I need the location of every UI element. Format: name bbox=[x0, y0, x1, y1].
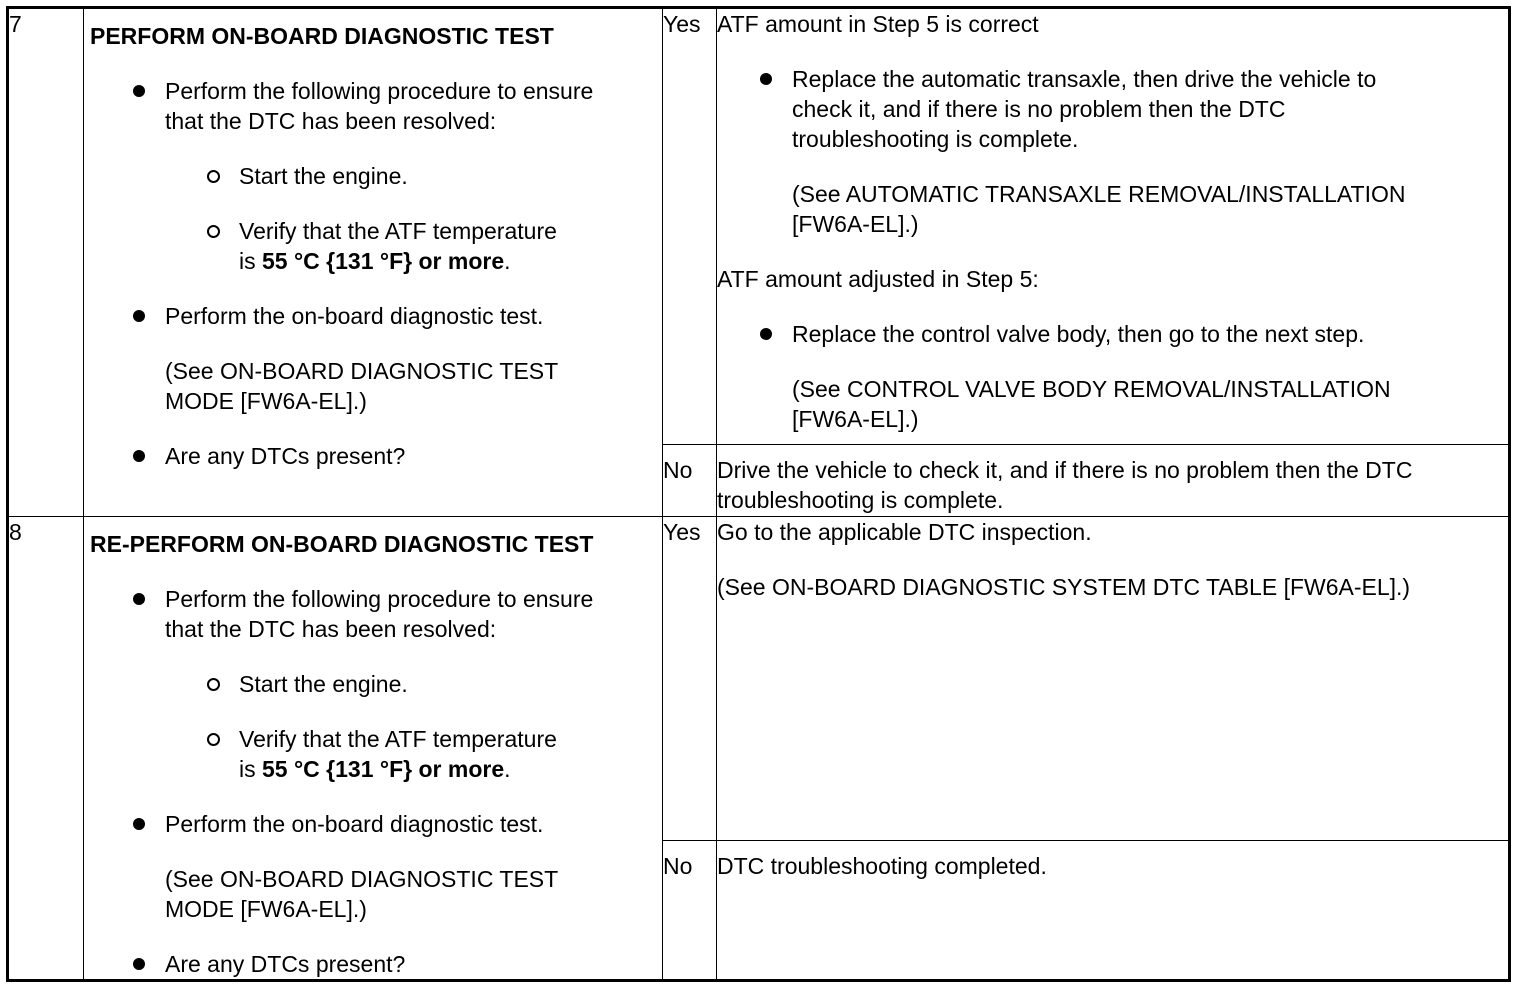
answer-yes: Yes bbox=[663, 517, 717, 841]
step-number: 7 bbox=[8, 8, 84, 517]
bullet-dot-icon bbox=[133, 310, 145, 322]
step-title: RE-PERFORM ON-BOARD DIAGNOSTIC TEST bbox=[90, 531, 594, 557]
answer-yes: Yes bbox=[663, 8, 717, 445]
reference-note: (See AUTOMATIC TRANSAXLE REMOVAL/INSTALLATION [FW6A-EL].) bbox=[792, 181, 1406, 237]
bullet-replace-transaxle: Replace the automatic transaxle, then drive the vehicle to check it, and if there is no problem then the DTC troubleshooting is complete. bbox=[717, 64, 1508, 154]
step-8-action-cell bbox=[84, 517, 663, 981]
step-8-yes-row bbox=[8, 517, 1510, 841]
sub-bullet-verify-temp: Verify that the ATF temperature is 55 °C {131 °F} or more. bbox=[84, 216, 662, 276]
bullet-dot-icon bbox=[760, 73, 772, 85]
result-no: Drive the vehicle to check it, and if there is no problem then the DTC troubleshooting is complete. bbox=[717, 445, 1510, 517]
result-yes: ATF amount in Step 5 is correct Replace the automatic transaxle, then drive the vehicle to check it, and if there is no problem then the DTC troubleshooting is complete. (See AUTOMATIC TRANSAXLE REMOVAL/INSTALLATION [FW6A-EL].) ATF amount adjusted in Step 5: Replace the control valve body, then go to the next step. (See CONTROL VALVE BODY REMOVAL/INSTALLATION [FW6A-EL].) bbox=[717, 8, 1510, 445]
reference-note: (See CONTROL VALVE BODY REMOVAL/INSTALLATION [FW6A-EL].) bbox=[792, 376, 1391, 432]
bullet-procedure: Perform the following procedure to ensure that the DTC has been resolved: bbox=[84, 584, 662, 644]
sub-bullet-start-engine: Start the engine. bbox=[84, 669, 662, 699]
bullet-dot-icon bbox=[133, 450, 145, 462]
temperature-value: 55 °C {131 °F} or more bbox=[262, 248, 505, 274]
bullet-dot-icon bbox=[133, 593, 145, 605]
bullet-question: Are any DTCs present? bbox=[84, 949, 662, 979]
reference-note: (See ON-BOARD DIAGNOSTIC TEST MODE [FW6A-EL].) bbox=[165, 866, 559, 922]
bullet-dot-icon bbox=[133, 958, 145, 970]
result-yes: Go to the applicable DTC inspection. (See ON-BOARD DIAGNOSTIC SYSTEM DTC TABLE [FW6A-EL].) bbox=[717, 517, 1510, 841]
bullet-question: Are any DTCs present? bbox=[84, 441, 662, 471]
bullet-circle-icon bbox=[207, 225, 220, 238]
reference-note: (See ON-BOARD DIAGNOSTIC TEST MODE [FW6A-EL].) bbox=[165, 358, 559, 414]
answer-no: No bbox=[663, 841, 717, 981]
result-no: DTC troubleshooting completed. bbox=[717, 841, 1510, 981]
step-number: 8 bbox=[8, 517, 84, 981]
bullet-perform-test: Perform the on-board diagnostic test. bbox=[84, 301, 662, 331]
sub-bullet-verify-temp: Verify that the ATF temperature is 55 °C {131 °F} or more. bbox=[84, 724, 662, 784]
step-7-yes-row bbox=[8, 8, 1510, 445]
temperature-value: 55 °C {131 °F} or more bbox=[262, 756, 505, 782]
dtc-troubleshooting-table bbox=[6, 6, 1511, 982]
bullet-procedure: Perform the following procedure to ensure that the DTC has been resolved: bbox=[84, 76, 662, 136]
bullet-perform-test: Perform the on-board diagnostic test. bbox=[84, 809, 662, 839]
step-7-action-cell bbox=[84, 8, 663, 517]
bullet-replace-control-valve: Replace the control valve body, then go to the next step. bbox=[717, 319, 1508, 349]
bullet-circle-icon bbox=[207, 733, 220, 746]
step-title: PERFORM ON-BOARD DIAGNOSTIC TEST bbox=[90, 23, 554, 49]
bullet-dot-icon bbox=[133, 85, 145, 97]
bullet-dot-icon bbox=[133, 818, 145, 830]
sub-bullet-start-engine: Start the engine. bbox=[84, 161, 662, 191]
bullet-circle-icon bbox=[207, 170, 220, 183]
answer-no: No bbox=[663, 445, 717, 517]
bullet-dot-icon bbox=[760, 328, 772, 340]
bullet-circle-icon bbox=[207, 678, 220, 691]
